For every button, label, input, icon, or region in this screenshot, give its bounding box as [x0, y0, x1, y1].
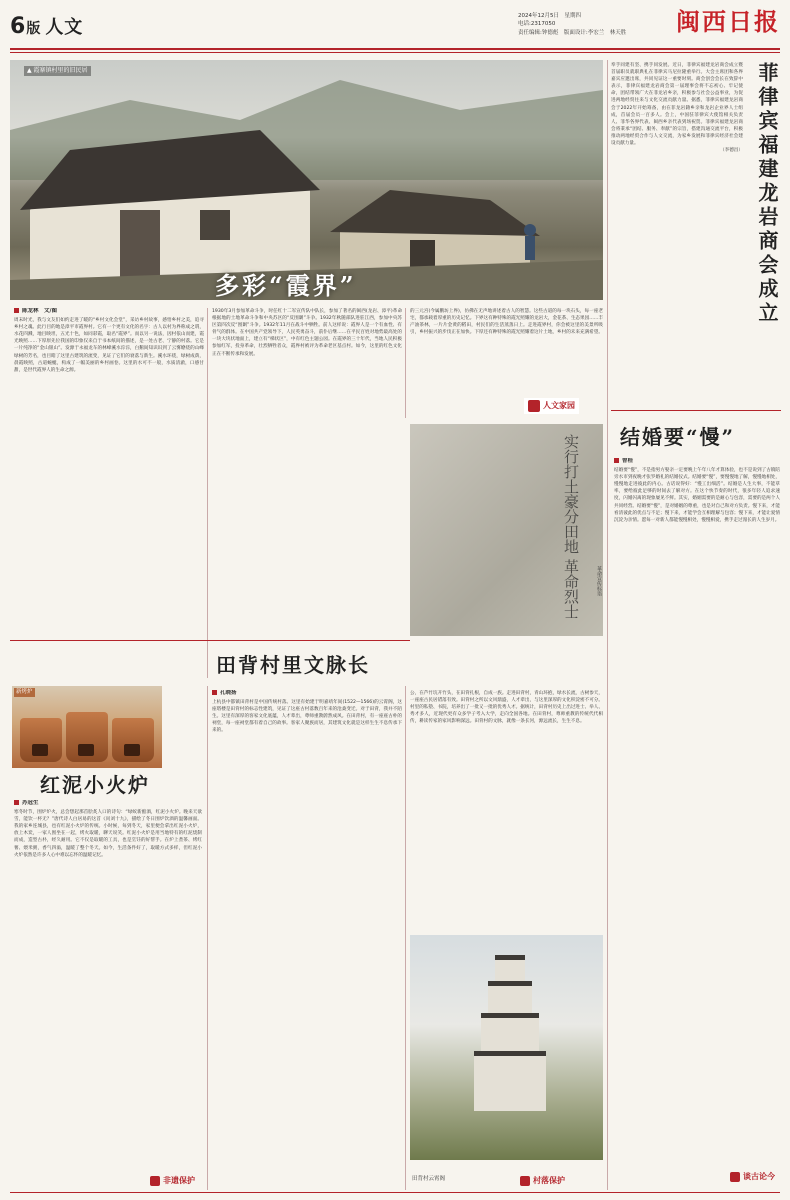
- stove-byline: 苏冠生: [14, 800, 202, 807]
- right-col-divider: [607, 60, 608, 1190]
- newspaper-logo: 闽西日报: [676, 7, 780, 36]
- wedding-byline: 曾桂: [614, 458, 780, 465]
- lead-photo-caption: ▲ 霞寨镇村里的旧民居: [24, 66, 91, 76]
- issue-date: 2024年12月5日 星期四: [518, 13, 581, 19]
- pagoda-tier: [495, 955, 525, 981]
- village-col-1: [212, 690, 402, 1180]
- col-divider: [405, 308, 406, 418]
- tag-logo-icon: [730, 1172, 740, 1182]
- lead-body-2: 1930年3月参加革命斗争，时任红十二军宣传队中队长，参加了著名的闽西(龙岩、漳平)革命根据地的土地革命斗争和中央苏区的“反围剿”斗争。1932年秋随部队进驻江西，参加中央苏区第四次反“围剿”斗争。1932年11月在战斗中牺牲。前人这样说：霞界人是一个有血性、有骨气的群体。在中国共产党领导下，人民英勇奋斗，前仆后继……在平民百姓对地势最高处的一块大块状地面上，建立有“梯状区”，中有红色主题公园。在霞界的三十年代，当地人民积极参加红军，投身革命，壮烈牺牲者众，霞界村被评为革命老区基点村。如今，这里的红色文化正在不断传承和发展。: [212, 309, 402, 357]
- tag-logo-icon: [520, 1176, 530, 1186]
- stove-pot: [112, 718, 154, 762]
- issue-editors: 责任编辑:钟德彪 版面设计:李宏兰 林天胜: [518, 29, 627, 36]
- lead-body-1: 周末时光，我与文友们如约走进了暖的“乡村文化会堂”，采访乡村故事，感悟乡村之美，追寻乡村之魂。此行目的地是漳平市霞界村。它有一个更有文化的名字：古人以村为界称成之谓，水花四溅，地目映坦，五光十色，如同彩霞，取名“霞界”。而以另一说法，因村依山而建，霞光映照……下厚原先位我国的印象仅来自于书本纸间的描述，是一处古老、宁静的村落。它是一片纯净的“金山银山”。发源于永福龙车的林峰溪水淙淙，白鹅间知识识到了云雾缭绕的山峰绿树的芳名，也目睹了这里古建筑的流变，见证了它们的衰落与新生。溪水环绕，绿树成荫，晨霞映照，古道蜿蜒，构成了一幅美丽的乡村画卷。这里的水可不一般，水质清澈，口感甘甜，是世代霞界人的生命之源。: [14, 318, 204, 373]
- section-name: 人文: [45, 17, 84, 38]
- mid-divider: [10, 640, 410, 641]
- stove-pot: [20, 718, 62, 762]
- page-suffix: 版: [26, 21, 42, 37]
- lead-col-3: [410, 308, 603, 396]
- tag-tangu-lunjin: 谈古论今: [730, 1172, 775, 1183]
- stove-body: 寒冬时节，围炉炉火，总会想起那首脍炙人口的诗句：“绿蚁新醅酒，红泥小火炉。晚来天欲雪，能饮一杯无？”唐代诗人白居易的这首《问刘十九》，描绘了冬日围炉饮酒的温馨画面。我的家乡连城县，也有红泥小火炉的传统。小时候，每到冬天，家里便会拿出红泥小火炉，放上木炭，一家人围坐在一起，烤火取暖，聊天说笑。红泥小火炉是用当地特有的红泥烧制而成，造型古朴，经久耐用。它不仅是取暖的工具，也是烹饪的好帮手。在炉上煮茶、烤红薯、煨米粥，香气四溢，温暖了整个冬天。如今，生活条件好了，取暖方式多样，但红泥小火炉依然是许多人心中难以忘怀的温暖记忆。: [14, 810, 202, 858]
- village-body-2: 公，在芦竹坑开竹头，在田背扎根，自成一族。走进田背村，青山环抱，绿水长流，古树参天，一座座古民居错落有致。田背村之所以文风鼎盛，人才辈出，与这里深厚的文化积淀密不可分。村里的私塾、书院，培养出了一批又一批的优秀人才。据统计，田背村历史上出过进士、举人、秀才多人，近现代更有众多学子考入大学，走向全国各地。在田背村，尊师重教的传统代代相传，耕读传家的家风影响深远。田背村的文脉，就像一条长河，源远流长，生生不息。: [410, 691, 603, 725]
- village-title: 田背村里文脉长: [216, 653, 370, 677]
- footer-rule: [10, 1192, 780, 1193]
- masthead: [10, 6, 780, 50]
- tag-renwen-jiayuan: 人文家园: [524, 398, 579, 414]
- pagoda-tier: [488, 981, 532, 1013]
- village-scene-image: [10, 60, 603, 300]
- lead-title: 多彩“霞界”: [215, 271, 357, 300]
- wedding-body: 结婚要“慢”，不是指男方娶亲一定要晚上午年八年才算体验，也不是说到了古镇陪旁水市到夜晚才张罗婚礼的结婚仪式。结婚要“慢”，要慢慢地了解，慢慢地相处，慢慢地走进彼此的内心。古话说得好：“慢工出细活”。结婚是人生大事，不能草率，要给彼此足够的时间去了解对方。在这个快节奏的时代，很多年轻人追求速度，闪婚闪离的现象屡见不鲜。其实，婚姻需要的是耐心与包容，需要的是两个人共同经营。结婚要“慢”，是对婚姻的尊重，也是对自己和对方负责。慢下来，才能看清彼此的优点与不足；慢下来，才能学会互相理解与包容；慢下来，才能让爱情沉淀为亲情。愿每一对新人都能慢慢相处，慢慢相爱，携手走过漫长的人生岁月。: [614, 468, 780, 523]
- col-divider: [207, 308, 208, 678]
- village-col-2: [410, 690, 603, 930]
- tag-feiyi-baohu: 非遗保护: [150, 1176, 195, 1187]
- stove-photo-caption: 新烤炉: [14, 688, 35, 697]
- col-divider: [405, 686, 406, 1190]
- header-divider: [10, 52, 780, 53]
- stove-body-box: [14, 800, 202, 1160]
- page-number: 6版 人文: [10, 14, 84, 39]
- tag-logo-icon: [150, 1176, 160, 1186]
- col-divider: [207, 686, 208, 1190]
- issue-meta: [518, 12, 626, 37]
- right-story-title: 菲律宾福建龙岩商会成立: [755, 62, 779, 326]
- lead-byline: 陈龙林 文/图: [14, 308, 204, 315]
- right-story-body: 奉手同建有坚、携手同发展。近日，菲律宾福建龙岩商会成立暨首届职员就职典礼在菲律宾马尼拉隆重举行。大会主席团和各界嘉宾应邀出席，共同见证这一重要时刻。商会创会会长在致辞中表示，菲律宾福建龙岩商会第一届理事会将不忘初心、牢记使命，团结带领广大在菲龙岩乡亲，积极参与社会公益事业，为促进两地经贸往来与文化交流贡献力量。据悉，菲律宾福建龙岩商会于2022年开始筹备，由在菲龙岩籍乡亲和龙岩企业界人士组成，首届会员一百多人。会上，中国驻菲律宾大使馆相关负责人、菲华各界代表、闽西乡亲代表到场祝贺。菲律宾福建龙岩商会将秉承“团结、服务、奉献”的宗旨，搭建沟通交流平台，积极推动两地经贸合作与人文交流，为家乡发展和菲律宾经济社会建设贡献力量。: [611, 63, 743, 147]
- lead-body-3: 的三元宫(今属鹏坊上界)，仿佛在无声地讲述着古人的智慧。这些古道的每一块石头，每一座老宅，都承载着厚重的历史记忆。下界这有种特殊的霞光照耀的龙岩大，金花茶、生态果园……丰产油茶林，一片片金黄的稻田，村民们的生活蒸蒸日上。走进霞界村，你会被这里的美景所吸引，乡村振兴的步伐正在加快。下厚还有种特殊的霞光照耀着这片土地，乡村的未来充满希望。: [410, 309, 603, 336]
- stove-title: 红泥小火炉: [40, 773, 150, 797]
- stove-photo: [12, 686, 162, 768]
- lead-col-2: [212, 308, 402, 680]
- right-story-reporter: （李德昌）: [720, 148, 743, 154]
- stove-pot: [66, 712, 108, 762]
- village-body-1: 上杭县中都镇田背村是中国传统村落。这里有始建于明嘉靖年间(1522—1566)的云霄阁，这座塔楼是田背村的标志性建筑，见证了这座古村落数百年来的沧桑变迁。对于田背，我并不陌生。这里有深厚的客家文化底蕴，人才辈出，尊师重教蔚然成风。在田背村，有一座座古朴的祠堂，每一座祠堂都有着自己的故事。客家人聚族而居，其建筑文化就是这样生生不息传承下来的。: [212, 700, 402, 734]
- right-divider: [611, 410, 781, 411]
- wedding-title: 结婚要“慢”: [620, 425, 736, 449]
- village-byline: 孔晓扬: [212, 690, 402, 697]
- pagoda-caption: 田背村云霄阁: [412, 1176, 446, 1182]
- wedding-body-box: [614, 458, 780, 1173]
- pagoda-tier: [481, 1013, 539, 1051]
- slogan-caption: 革命宣传标语: [596, 566, 602, 596]
- lead-col-1: [14, 308, 204, 680]
- tag-cunluo-baohu: 村落保护: [520, 1176, 565, 1187]
- pagoda-tier: [474, 1051, 546, 1111]
- right-story-body-box: [611, 62, 743, 402]
- pagoda-illustration: [470, 955, 550, 1155]
- lead-photo: [10, 60, 603, 300]
- tag-logo-icon: [528, 400, 540, 412]
- slogan-ink-text: 实行打土豪分田地 革命烈士: [562, 434, 580, 619]
- issue-phone: 电话:2317050: [518, 21, 556, 28]
